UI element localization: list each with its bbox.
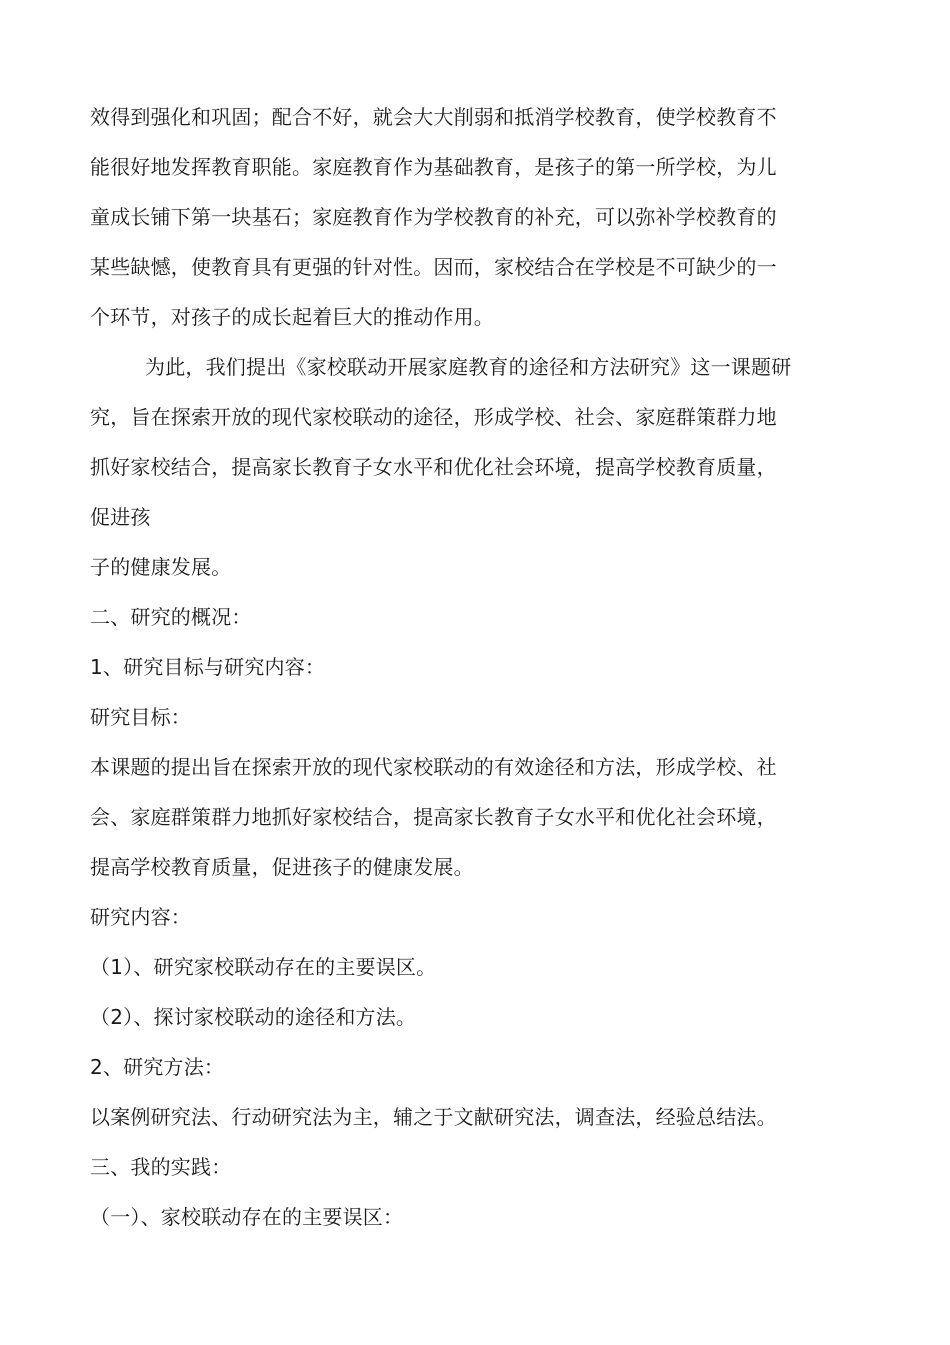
paragraph-line: 童成长铺下第一块基石；家庭教育作为学校教育的补充，可以弥补学校教育的 (90, 205, 777, 229)
paragraph-line: 究，旨在探索开放的现代家校联动的途径，形成学校、社会、家庭群策群力地 (90, 405, 777, 429)
paragraph-line: 以案例研究法、行动研究法为主，辅之于文献研究法，调查法，经验总结法。 (90, 1105, 777, 1129)
list-item: （2）、探讨家校联动的途径和方法。 (90, 1005, 417, 1029)
paragraph-line: 能很好地发挥教育职能。家庭教育作为基础教育，是孩子的第一所学校，为儿 (90, 155, 777, 179)
paragraph-line: 个环节，对孩子的成长起着巨大的推动作用。 (90, 305, 494, 329)
section-heading: 二、研究的概况： (90, 605, 252, 629)
subsection-heading: 1、研究目标与研究内容： (90, 655, 326, 679)
paragraph-line: 本课题的提出旨在探索开放的现代家校联动的有效途径和方法，形成学校、社 (90, 755, 777, 779)
paragraph-line: 促进孩 (90, 505, 151, 529)
list-item: （1）、研究家校联动存在的主要误区。 (90, 955, 437, 979)
label-research-content: 研究内容： (90, 905, 191, 929)
paragraph-line: 抓好家校结合，提高家长教育子女水平和优化社会环境，提高学校教育质量， (90, 455, 777, 479)
paragraph-line: 效得到强化和巩固；配合不好，就会大大削弱和抵消学校教育，使学校教育不 (90, 105, 777, 129)
paragraph-line: 会、家庭群策群力地抓好家校结合，提高家长教育子女水平和优化社会环境， (90, 805, 777, 829)
paragraph-line: 某些缺憾，使教育具有更强的针对性。因而，家校结合在学校是不可缺少的一 (90, 255, 777, 279)
subsection-heading: 2、研究方法： (90, 1055, 225, 1079)
paragraph-line: 提高学校教育质量，促进孩子的健康发展。 (90, 855, 474, 879)
subsection-heading: （一）、家校联动存在的主要误区： (90, 1205, 404, 1229)
paragraph-line: 子的健康发展。 (90, 555, 232, 579)
section-heading: 三、我的实践： (90, 1155, 232, 1179)
paragraph-line-indented: 为此，我们提出《家校联动开展家庭教育的途径和方法研究》这一课题研 (145, 355, 792, 379)
label-research-goal: 研究目标： (90, 705, 191, 729)
